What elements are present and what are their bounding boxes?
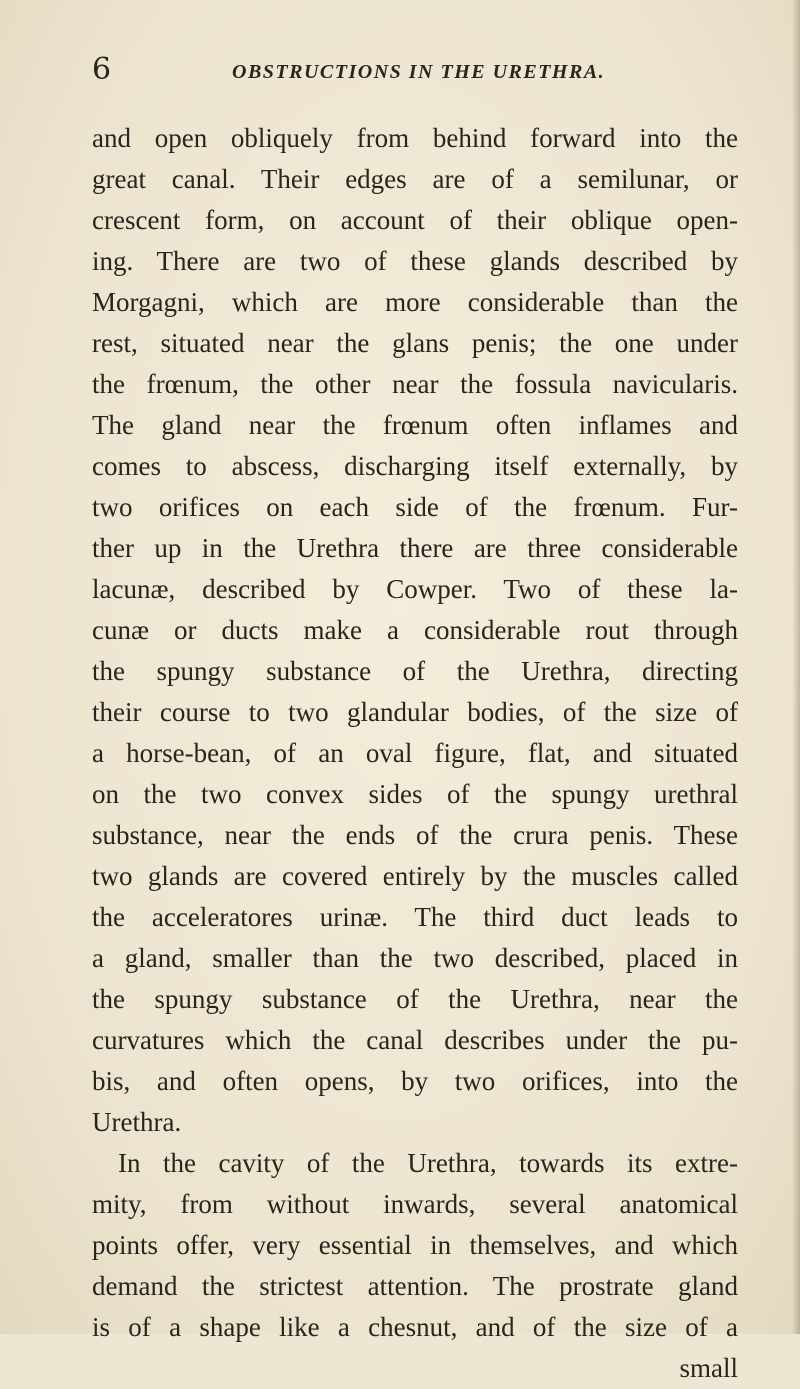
text-line: Urethra. <box>92 1107 182 1137</box>
page-number: 6 <box>92 52 112 87</box>
text-line: lacunæ, described by Cowper. Two of these la- <box>92 574 738 604</box>
text-line: The gland near the frœnum often inflames and <box>92 410 738 440</box>
page-edge-shadow <box>792 0 800 1334</box>
text-line: two orifices on each side of the frœnum. Fur- <box>92 492 738 522</box>
body-text <box>92 118 738 1389</box>
text-line: bis, and often opens, by two orifices, into the <box>92 1066 738 1096</box>
catchword: small <box>679 1353 738 1383</box>
text-line: points offer, very essential in themselves, and which <box>92 1230 738 1260</box>
text-line: ther up in the Urethra there are three considerable <box>92 533 738 563</box>
text-line: the spungy substance of the Urethra, near the <box>92 984 738 1014</box>
text-line: substance, near the ends of the crura penis. These <box>92 820 738 850</box>
text-line: is of a shape like a chesnut, and of the size of a <box>92 1312 738 1342</box>
text-line: crescent form, on account of their oblique open- <box>92 205 738 235</box>
text-line: their course to two glandular bodies, of the size of <box>92 697 738 727</box>
text-line: two glands are covered entirely by the muscles called <box>92 861 738 891</box>
text-line: curvatures which the canal describes under the pu- <box>92 1025 738 1055</box>
text-line: and open obliquely from behind forward into the <box>92 123 738 153</box>
text-line: great canal. Their edges are of a semilunar, or <box>92 164 738 194</box>
text-line: the acceleratores urinæ. The third duct leads to <box>92 902 738 932</box>
text-line: mity, from without inwards, several anatomical <box>92 1189 738 1219</box>
text-line: a horse-bean, of an oval figure, flat, and situated <box>92 738 738 768</box>
running-head: OBSTRUCTIONS IN THE URETHRA. <box>232 61 606 83</box>
page-header <box>0 52 800 92</box>
text-line: a gland, smaller than the two described, placed in <box>92 943 738 973</box>
text-line: ing. There are two of these glands described by <box>92 246 738 276</box>
paragraph-first-line: In the cavity of the Urethra, towards its extre- <box>118 1148 738 1178</box>
text-line: rest, situated near the glans penis; the one under <box>92 328 738 358</box>
text-line: demand the strictest attention. The prostrate gland <box>92 1271 738 1301</box>
text-line: Morgagni, which are more considerable than the <box>92 287 738 317</box>
text-line: the spungy substance of the Urethra, directing <box>92 656 738 686</box>
text-line: comes to abscess, discharging itself externally, by <box>92 451 738 481</box>
text-line: on the two convex sides of the spungy urethral <box>92 779 738 809</box>
text-line: the frœnum, the other near the fossula navicularis. <box>92 369 738 399</box>
text-line: cunæ or ducts make a considerable rout through <box>92 615 738 645</box>
